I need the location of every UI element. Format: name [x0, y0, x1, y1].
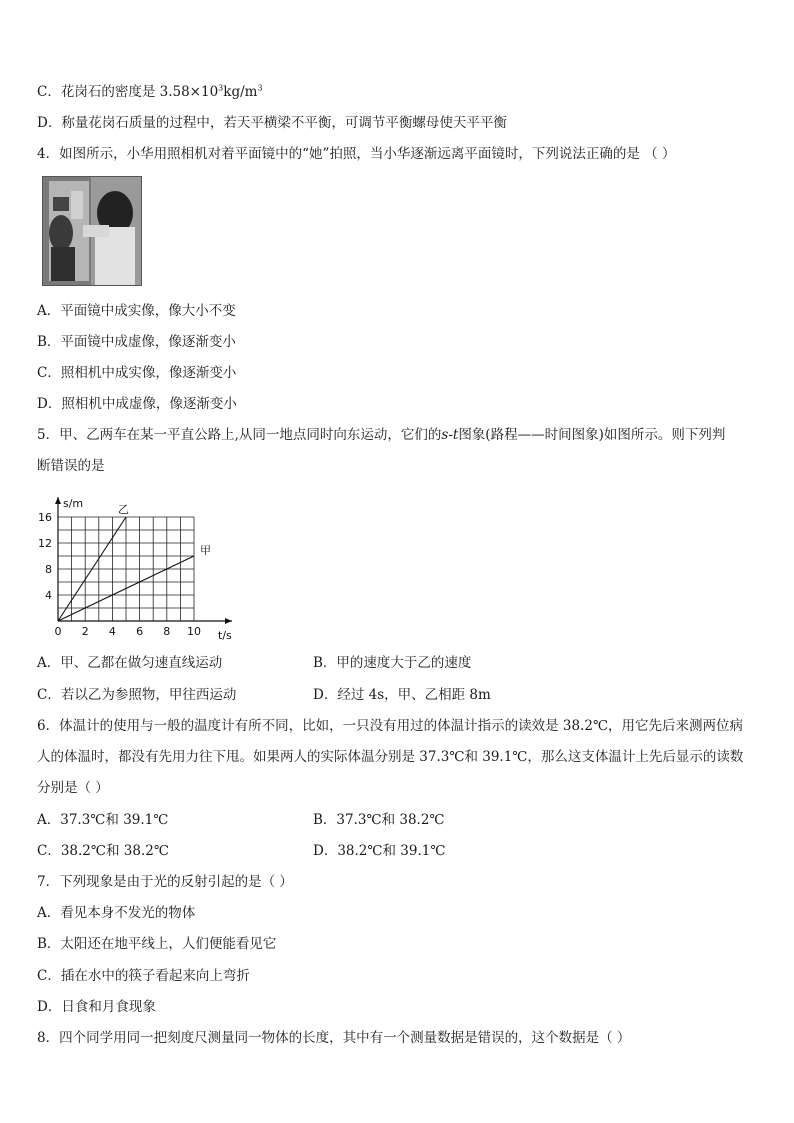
q6-option-b: B．37.3℃和 38.2℃	[313, 812, 445, 828]
x-tick-label: 0	[54, 625, 62, 638]
y-tick-label: 16	[38, 511, 52, 524]
q3-option-d: D．称量花岗石质量的过程中，若天平横梁不平衡，可调节平衡螺母使天平平衡	[37, 115, 507, 131]
y-tick-label: 12	[38, 537, 52, 550]
chart-x-axis-label: t/s	[218, 629, 232, 642]
chart-y-axis-label: s/m	[63, 497, 84, 510]
q8-stem: 8．四个同学用同一把刻度尺测量同一物体的长度，其中有一个测量数据是错误的，这个数据是（ ）	[37, 1030, 631, 1046]
q6-stem-line1: 6．体温计的使用与一般的温度计有所不同，比如，一只没有用过的体温计指示的读效是 38.2℃，用它先后来测两位病	[37, 718, 744, 734]
q7-option-c: C．插在水中的筷子看起来向上弯折	[37, 968, 250, 984]
x-tick-label: 4	[108, 625, 116, 638]
x-tick-label: 6	[136, 625, 144, 638]
q5-option-d: D．经过 4s，甲、乙相距 8m	[313, 687, 491, 703]
st-graph	[30, 484, 250, 642]
q5-stem: 5．甲、乙两车在某一平直公路上,从同一地点同时向东运动，它们的s-t图象(路程——时间图象)如图所示。则下列判	[37, 427, 726, 443]
chart-axes	[55, 497, 232, 624]
series-label: 甲	[200, 544, 211, 557]
chart-grid	[58, 517, 194, 621]
q7-stem: 7．下列现象是由于光的反射引起的是（ ）	[37, 874, 293, 890]
mirror-photo-illustration	[43, 177, 141, 285]
y-tick-label: 8	[45, 563, 52, 576]
q4-stem: 4．如图所示，小华用照相机对着平面镜中的“她”拍照，当小华逐渐远离平面镜时，下列说法正确的是 （ ）	[37, 146, 676, 162]
q5-option-b: B．甲的速度大于乙的速度	[313, 655, 472, 671]
x-axis-arrow	[225, 618, 232, 624]
q4-option-b: B．平面镜中成虚像，像逐渐变小	[37, 334, 236, 350]
q5-option-c: C．若以乙为参照物，甲往西运动	[37, 687, 237, 703]
q6-stem-line2: 人的体温时，都没有先用力往下甩。如果两人的实际体温分别是 37.3℃和 39.1℃，那么这支体温计上先后显示的读数	[37, 749, 744, 765]
q6-option-d: D．38.2℃和 39.1℃	[313, 843, 446, 859]
mirror-photo	[42, 176, 142, 286]
q7-option-b: B．太阳还在地平线上，人们便能看见它	[37, 936, 277, 952]
q7-option-a: A．看见本身不发光的物体	[37, 905, 196, 921]
chart-series	[58, 503, 211, 621]
x-tick-label: 2	[81, 625, 89, 638]
q4-option-d: D．照相机中成虚像，像逐渐变小	[37, 396, 237, 412]
y-tick-label: 4	[45, 589, 52, 602]
q6-option-c: C．38.2℃和 38.2℃	[37, 843, 169, 859]
q5-option-a: A．甲、乙都在做匀速直线运动	[37, 655, 223, 671]
q7-option-d: D．日食和月食现象	[37, 999, 156, 1015]
q5-stem-line2: 断错误的是	[37, 458, 105, 474]
q3-option-c: C．花岗石的密度是 $3.58\times 10^3kg/m^3$	[37, 83, 263, 100]
x-tick-label: 8	[163, 625, 171, 638]
y-axis-arrow	[55, 497, 61, 504]
x-tick-label: 10	[187, 625, 201, 638]
q4-option-a: A．平面镜中成实像，像大小不变	[37, 303, 236, 319]
series-label: 乙	[118, 503, 129, 516]
q6-option-a: A．37.3℃和 39.1℃	[37, 812, 169, 828]
q6-stem-line3: 分别是（ ）	[37, 780, 109, 796]
q4-option-c: C．照相机中成实像，像逐渐变小	[37, 365, 237, 381]
